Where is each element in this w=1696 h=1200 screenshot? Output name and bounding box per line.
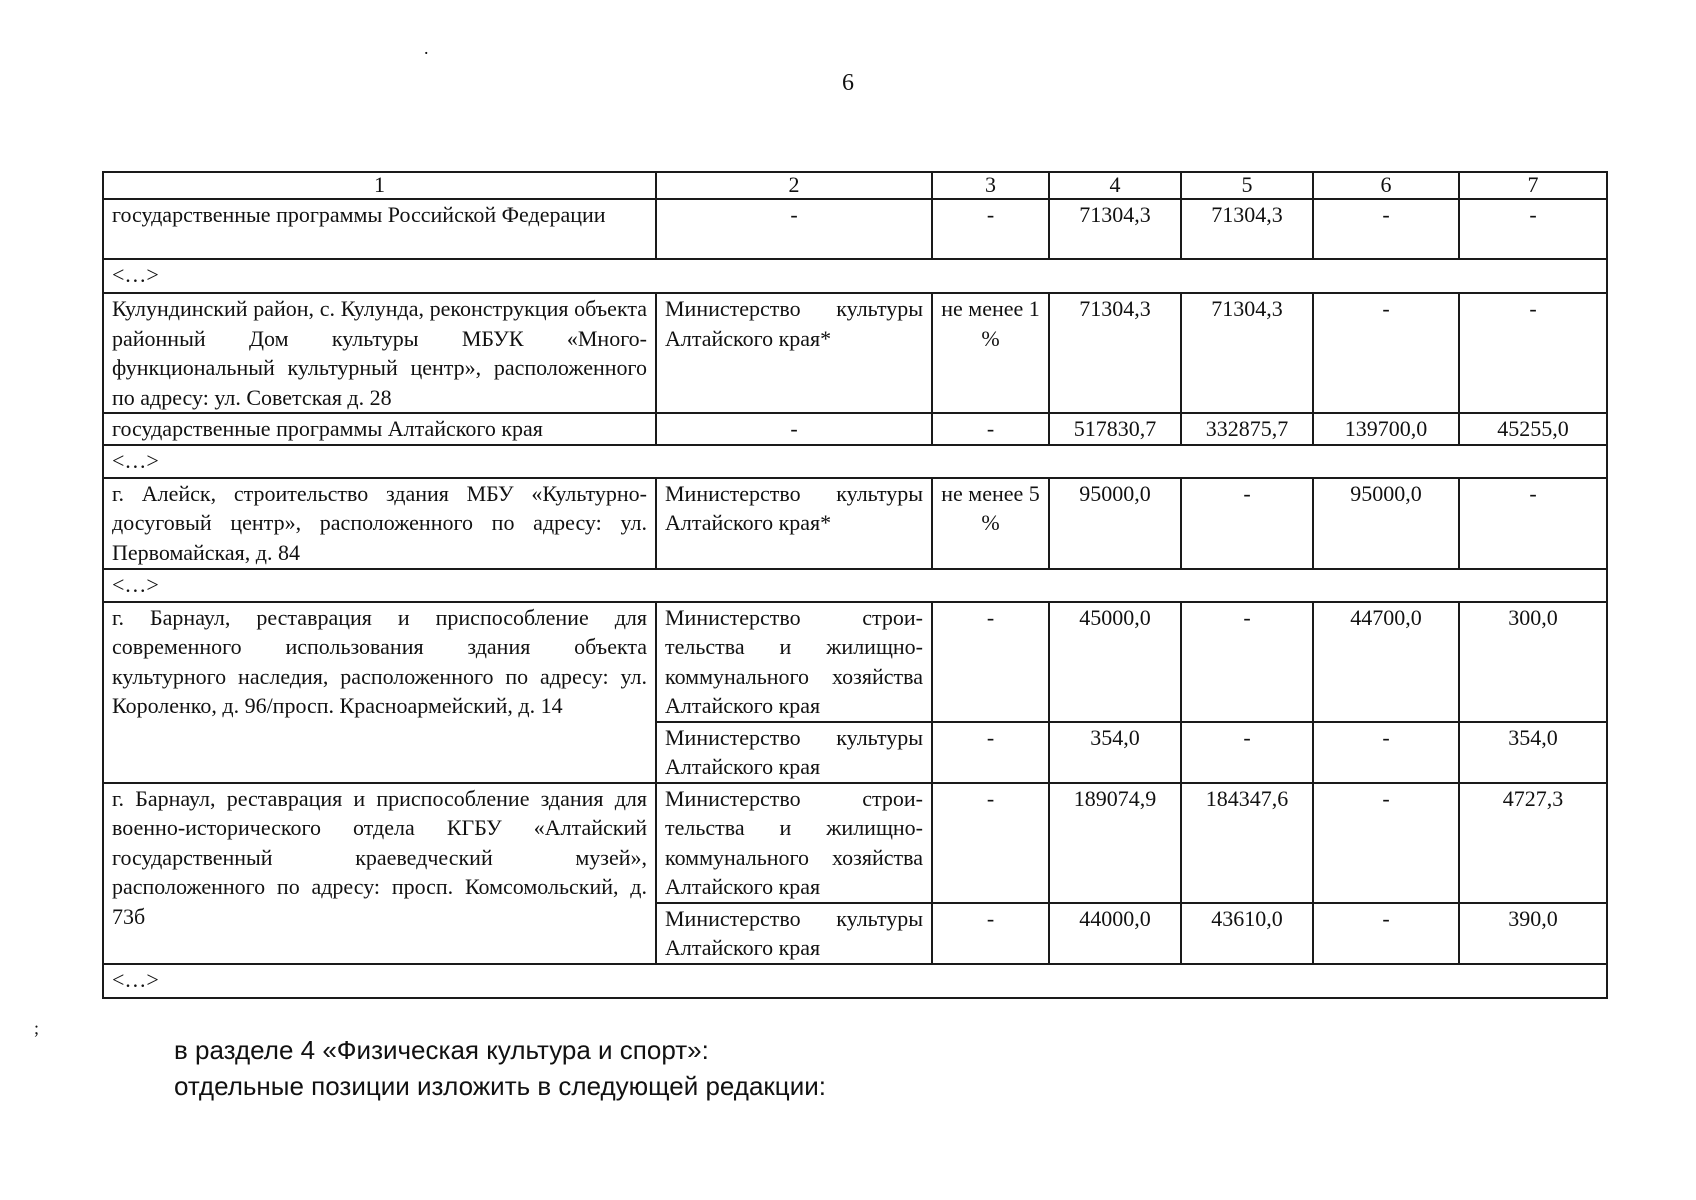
amount-col-6: - — [1313, 293, 1459, 413]
amount-col-7: - — [1459, 199, 1607, 259]
ellipsis-row — [103, 964, 1607, 998]
ellipsis-row — [103, 569, 1607, 602]
financing-table — [102, 171, 1608, 999]
amount-col-7: 390,0 — [1459, 903, 1607, 964]
header-cell-5: 5 — [1181, 172, 1313, 199]
table-row — [103, 293, 1607, 413]
header-cell-6: 6 — [1313, 172, 1459, 199]
cofinancing-share: - — [932, 722, 1049, 783]
ellipsis-marker: <…> — [103, 445, 1607, 478]
amount-col-4: 44000,0 — [1049, 903, 1181, 964]
object-name: г. Барнаул, реставрация и приспособление здания для военно-исторического отдела КГБУ «Алтайский государственный краеведческий музей», расположенного по адресу: просп. Комсомольский, д. 73б — [103, 783, 656, 964]
amount-col-7: 4727,3 — [1459, 783, 1607, 903]
executor: Министерство строительства и жилищно-коммунального хозяйства Алтайского края — [656, 783, 932, 903]
amount-col-7: 300,0 — [1459, 602, 1607, 722]
amount-col-4: 189074,9 — [1049, 783, 1181, 903]
ellipsis-row — [103, 445, 1607, 478]
amendment-text — [174, 1032, 826, 1104]
executor: Министерство культуры Алтайского края* — [656, 293, 932, 413]
amount-col-5: 332875,7 — [1181, 413, 1313, 445]
amendment-line-section: в разделе 4 «Физическая культура и спорт»: — [174, 1035, 709, 1065]
amount-col-6: 139700,0 — [1313, 413, 1459, 445]
object-name: г. Барнаул, реставрация и приспособление для современного использования здания объекта культурного наследия, расположенного по адресу: ул. Короленко, д. 96/просп. Красноармейский, д. 14 — [103, 602, 656, 783]
amount-col-6: 95000,0 — [1313, 478, 1459, 569]
amendment-line-instruction: отдельные позиции изложить в следующей редакции: — [174, 1071, 826, 1101]
amount-col-5: - — [1181, 722, 1313, 783]
table-row — [103, 199, 1607, 259]
header-cell-2: 2 — [656, 172, 932, 199]
amount-col-7: - — [1459, 478, 1607, 569]
cofinancing-share: - — [932, 903, 1049, 964]
table-row — [103, 783, 1607, 903]
executor: Министерство культуры Алтайского края — [656, 722, 932, 783]
ellipsis-row — [103, 259, 1607, 293]
executor: Министерство культуры Алтайского края* — [656, 478, 932, 569]
ellipsis-marker: <…> — [103, 259, 1607, 293]
cofinancing-share: - — [932, 602, 1049, 722]
cofinancing-share: - — [932, 413, 1049, 445]
cofinancing-share: - — [932, 199, 1049, 259]
table-row — [103, 478, 1607, 569]
executor: Министерство строительства и жилищно-коммунального хозяйства Алтайского края — [656, 602, 932, 722]
amount-col-6: 44700,0 — [1313, 602, 1459, 722]
cofinancing-share: не менее 5 % — [932, 478, 1049, 569]
table-header-row — [103, 172, 1607, 199]
table-row — [103, 602, 1607, 722]
executor: Министерство культуры Алтайского края — [656, 903, 932, 964]
amount-col-5: - — [1181, 602, 1313, 722]
table-row — [103, 413, 1607, 445]
amount-col-5: 184347,6 — [1181, 783, 1313, 903]
amount-col-4: 354,0 — [1049, 722, 1181, 783]
scan-artifact-dot: . — [424, 38, 429, 58]
object-name: Кулундинский район, с. Кулунда, реконструкция объекта районный Дом культуры МБУК «Многофункциональный культурный центр», расположенного по адресу: ул. Советская д. 28 — [103, 293, 656, 413]
header-cell-4: 4 — [1049, 172, 1181, 199]
amount-col-4: 95000,0 — [1049, 478, 1181, 569]
amount-col-7: 354,0 — [1459, 722, 1607, 783]
amount-col-7: - — [1459, 293, 1607, 413]
amount-col-6: - — [1313, 903, 1459, 964]
amount-col-5: 43610,0 — [1181, 903, 1313, 964]
amount-col-5: 71304,3 — [1181, 293, 1313, 413]
amount-col-4: 45000,0 — [1049, 602, 1181, 722]
object-name: государственные программы Российской Федерации — [103, 199, 656, 259]
amount-col-4: 71304,3 — [1049, 199, 1181, 259]
amount-col-7: 45255,0 — [1459, 413, 1607, 445]
object-name: государственные программы Алтайского края — [103, 413, 656, 445]
ellipsis-marker: <…> — [103, 569, 1607, 602]
amount-col-6: - — [1313, 722, 1459, 783]
amount-col-5: - — [1181, 478, 1313, 569]
header-cell-1: 1 — [103, 172, 656, 199]
page-number: 6 — [842, 70, 854, 96]
header-cell-7: 7 — [1459, 172, 1607, 199]
cofinancing-share: не менее 1 % — [932, 293, 1049, 413]
amount-col-4: 517830,7 — [1049, 413, 1181, 445]
amount-col-6: - — [1313, 783, 1459, 903]
amount-col-4: 71304,3 — [1049, 293, 1181, 413]
object-name: г. Алейск, строительство здания МБУ «Культурно-досуговый центр», расположенного по адресу: ул. Первомайская, д. 84 — [103, 478, 656, 569]
scan-artifact-mark: ; — [34, 1018, 40, 1038]
executor: - — [656, 199, 932, 259]
executor: - — [656, 413, 932, 445]
amount-col-5: 71304,3 — [1181, 199, 1313, 259]
cofinancing-share: - — [932, 783, 1049, 903]
ellipsis-marker: <…> — [103, 964, 1607, 998]
header-cell-3: 3 — [932, 172, 1049, 199]
amount-col-6: - — [1313, 199, 1459, 259]
